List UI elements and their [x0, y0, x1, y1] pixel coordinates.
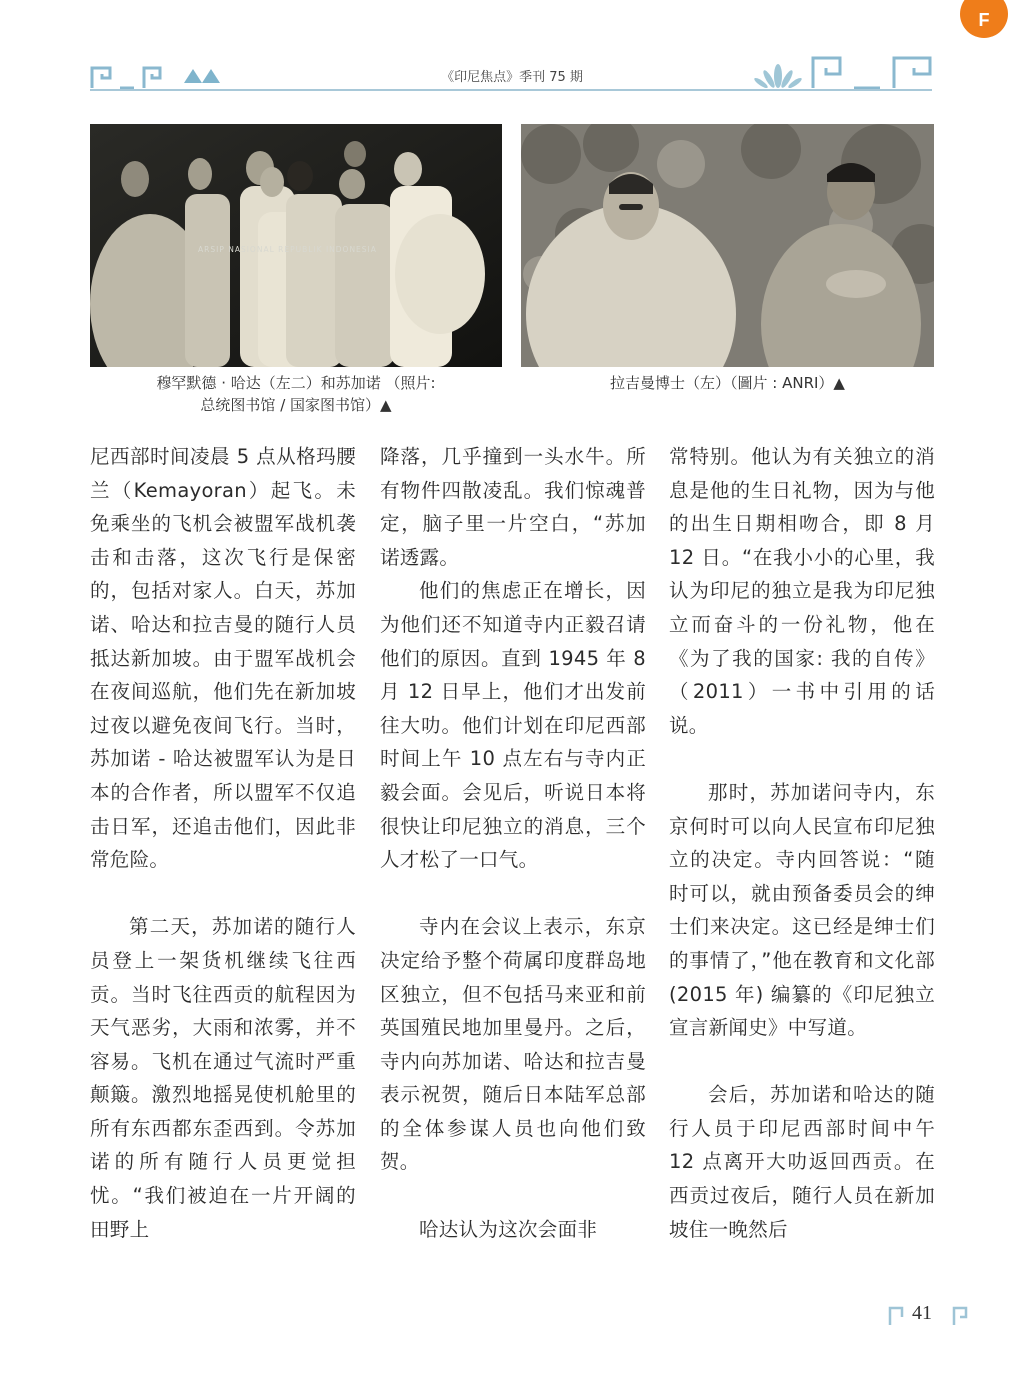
paragraph: 第二天，苏加诺的随行人员登上一架货机继续飞往西贡。当时飞往西贡的航程因为天气恶劣，大雨和浓雾，并不容易。飞机在通过气流时严重颠簸。激烈地摇晃使机舱里的所有东西都东歪西到。令苏加诺的所有随行人员更觉担忧。“我们被迫在一片开阔的田野上	[90, 915, 356, 1241]
paragraph: 寺内在会议上表示，东京决定给予整个荷属印度群岛地区独立，但不包括马来亚和前英国殖民地加里曼丹。之后，寺内向苏加诺、哈达和拉吉曼表示祝贺，随后日本陆军总部的全体参谋人员也向他们致贺。	[380, 915, 646, 1174]
photo-hatta-sukarno	[90, 124, 502, 367]
paragraph: 那时，苏加诺问寺内，东京何时可以向人民宣布印尼独立的决定。寺内回答说：“随时可以，就由预备委员会的绅士们来决定。这已经是绅士们的事情了，”他在教育和文化部 (2015 年) 编纂的《印尼独立宣言新闻史》中写道。	[669, 780, 935, 1040]
paragraph: 降落，几乎撞到一头水牛。所有物件四散凌乱。我们惊魂普定，脑子里一片空白，“苏加诺透露。	[380, 445, 646, 569]
text-column-3	[669, 440, 935, 1246]
right-fret-ornament	[810, 54, 934, 90]
paragraph: 他们的焦虑正在增长，因为他们还不知道寺内正毅召请他们的原因。直到 1945 年 8 月 12 日早上，他们才出发前往大叻。他们计划在印尼西部时间上午 10 点左右与寺内正毅会面。会见后，听说日本将很快让印尼独立的消息，三个人才松了一口气。	[380, 579, 646, 872]
magazine-title: 《印尼焦点》季刊 75 期	[441, 70, 583, 85]
photo-rajiman	[521, 124, 934, 367]
photo-caption-right: 拉吉曼博士（左）（圖片 : ANRI）▲	[610, 374, 845, 392]
paragraph: 常特别。他认为有关独立的消息是他的生日礼物，因为与他的出生日期相吻合，即 8 月 12 日。“在我小小的心里，我认为印尼的独立是我为印尼独立而奋斗的一份礼物，他在《为了我的国家: 我的自传》（2011）一书中引用的话说。	[669, 445, 935, 737]
photo-watermark: ARSIP NASIONAL REPUBLIK INDONESIA	[198, 245, 377, 254]
text-column-1	[90, 440, 356, 1246]
paragraph: 哈达认为这次会面非	[419, 1217, 598, 1241]
paragraph: 会后，苏加诺和哈达的随行人员于印尼西部时间中午 12 点离开大叻返回西贡。在西贡过夜后，随行人员在新加坡住一晚然后	[669, 1083, 935, 1241]
section-badge: F	[960, 0, 1008, 38]
photo-caption-left: 穆罕默德 · 哈达（左二）和苏加诺 （照片: 总统图书馆 / 国家图书馆）▲	[156, 374, 436, 414]
leaf-ornament	[752, 60, 804, 90]
page-number: 41	[912, 1302, 932, 1324]
paragraph: 尼西部时间凌晨 5 点从格玛腰兰（Kemayoran）起飞。未免乘坐的飞机会被盟军战机袭击和击落，这次飞行是保密的，包括对家人。白天，苏加诺、哈达和拉吉曼的随行人员抵达新加坡。由于盟军战机会在夜间巡航，他们先在新加坡过夜以避免夜间飞行。当时，苏加诺 - 哈达被盟军认为是日本的合作者，所以盟军不仅追击日军，还追击他们，因此非常危险。	[90, 445, 356, 872]
text-column-2	[380, 440, 646, 1246]
header-rule	[90, 89, 932, 91]
